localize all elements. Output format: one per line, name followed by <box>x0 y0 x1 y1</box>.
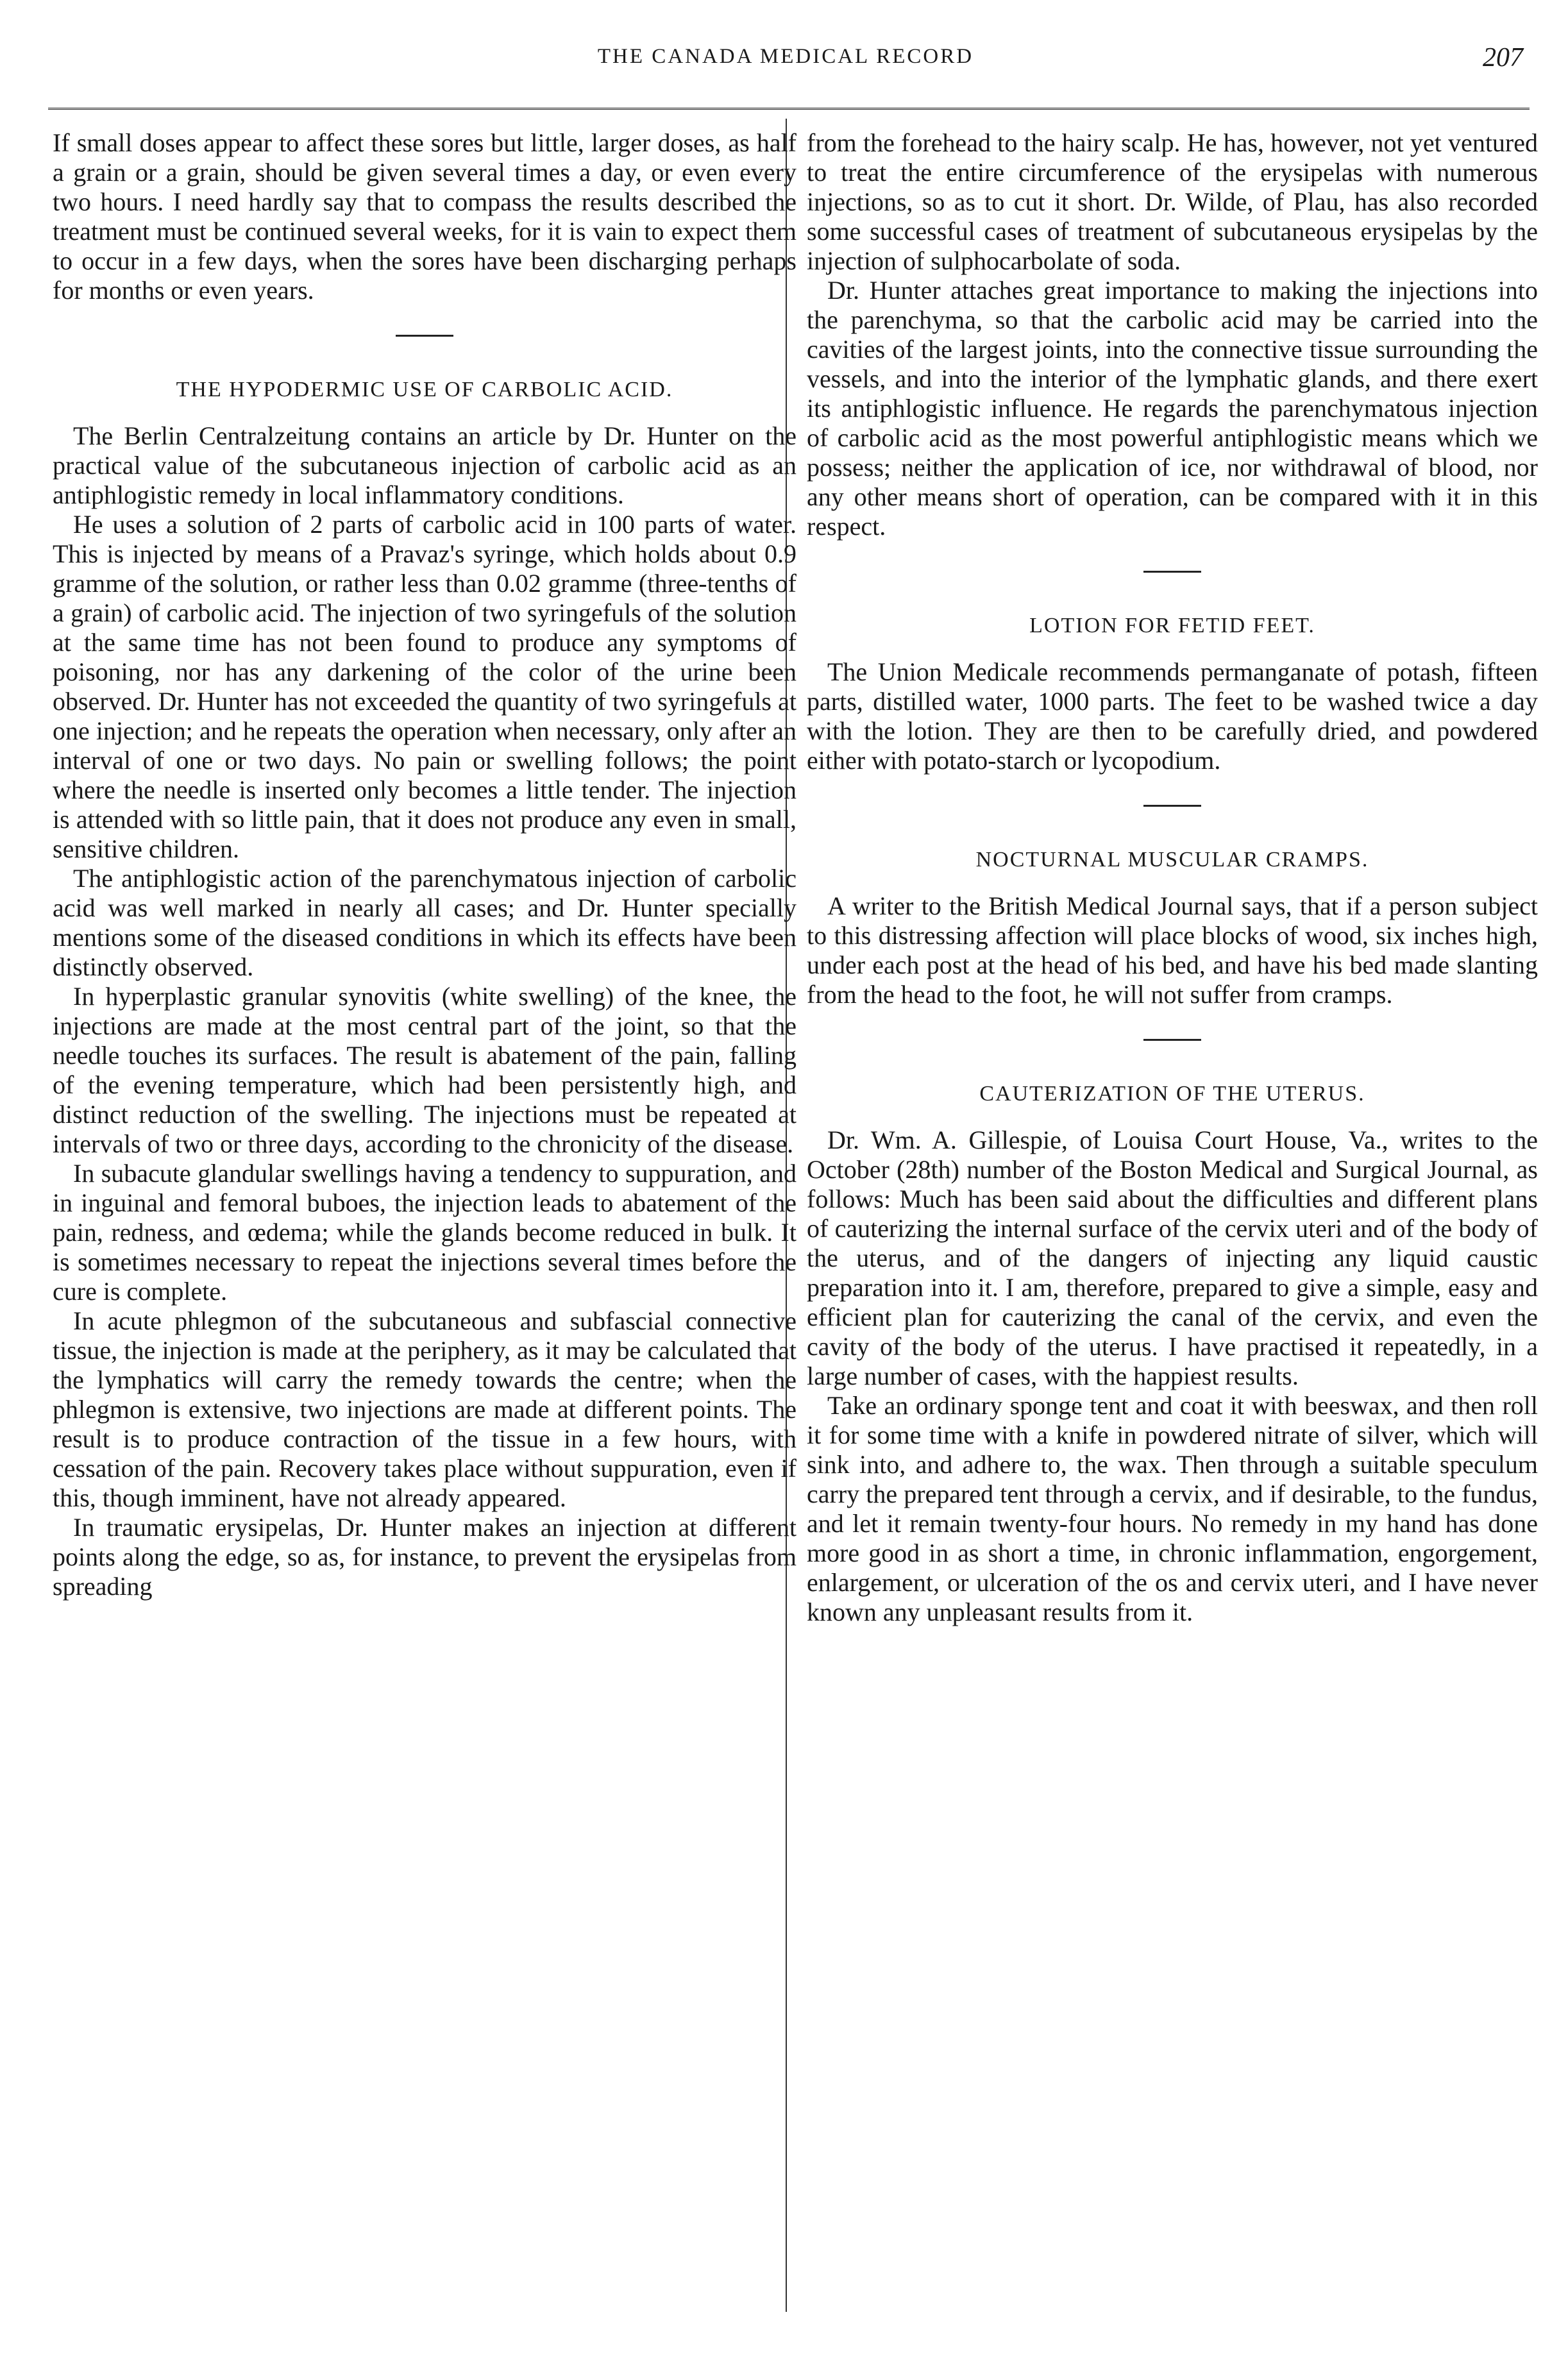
paragraph: Dr. Wm. A. Gillespie, of Louisa Court House, Va., writes to the October (28th) number of the Boston Medical and Surgical Journal, as follows: Much has been said about the difficulties and different plans of cauterizing the internal surface of the cervix uteri and of the body of the uterus, and of the dangers of injecting any liquid caustic preparation into it. I am, therefore, prepared to give a simple, easy and efficient plan for cauterizing the canal of the cervix, and even the cavity of the body of the uterus. I have practised it repeatedly, in a large number of cases, with the happiest results. <box>807 1125 1538 1390</box>
section-separator <box>1143 1039 1201 1041</box>
section-separator <box>396 335 453 337</box>
page-header <box>48 45 1523 90</box>
paragraph: The antiphlogistic action of the parenchymatous injection of carbolic acid was well marked in nearly all cases; and Dr. Hunter specially mentions some of the diseased conditions in which its effects have been distinctly observed. <box>53 864 797 981</box>
paragraph: He uses a solution of 2 parts of carbolic acid in 100 parts of water. This is injected by means of a Pravaz's syringe, which holds about 0.9 gramme of the solution, or rather less than 0.02 gramme (three-tenths of a grain) of carbolic acid. The injection of two syringefuls of the solution at the same time has not been found to produce any symptoms of poisoning, nor has any darkening of the color of the urine been observed. Dr. Hunter has not exceeded the quantity of two syringefuls at one injection; and he repeats the operation when necessary, only after an interval of one or two days. No pain or swelling follows; the point where the needle is inserted only becomes a little tender. The injection is attended with so little pain, that it does not produce any even in small, sensitive children. <box>53 510 797 863</box>
paragraph: The Union Medicale recommends permanganate of potash, fifteen parts, distilled water, 1000 parts. The feet to be washed twice a day with the lotion. They are then to be carefully dried, and powdered either with potato-starch or lycopodium. <box>807 657 1538 775</box>
header-rule <box>48 108 1530 112</box>
section-separator <box>1143 805 1201 807</box>
paragraph: In acute phlegmon of the subcutaneous and subfascial connective tissue, the injection is made at the periphery, as it may be calculated that the lymphatics will carry the remedy towards the centre; when the phlegmon is extensive, two injections are made at different points. The result is to produce contraction of the tissue in a few hours, with cessation of the pain. Recovery takes place without suppuration, even if this, though imminent, have not already appeared. <box>53 1306 797 1512</box>
paragraph: Dr. Hunter attaches great importance to making the injections into the parenchyma, so that the carbolic acid may be carried into the cavities of the largest joints, into the connective tissue surrounding the vessels, and into the interior of the lymphatic glands, and there exert its antiphlogistic influence. He regards the parenchymatous injection of carbolic acid as the most powerful antiphlogistic means which we possess; neither the application of ice, nor withdrawal of blood, nor any other means short of operation, can be compared with it in this respect. <box>807 276 1538 541</box>
section-separator <box>1143 571 1201 573</box>
section-heading: THE HYPODERMIC USE OF CARBOLIC ACID. <box>176 378 673 401</box>
paragraph: The Berlin Centralzeitung contains an article by Dr. Hunter on the practical value of the subcutaneous injection of carbolic acid as an antiphlogistic remedy in local inflammatory conditions. <box>53 421 797 509</box>
paragraph: Take an ordinary sponge tent and coat it with beeswax, and then roll it for some time with a knife in powdered nitrate of silver, which will sink into, and adhere to, the wax. Then through a suitable speculum carry the prepared tent through a cervix, and if desirable, to the fundus, and let it remain twenty-four hours. No remedy in my hand has done more good in as short a time, in chronic inflammation, engorgement, enlargement, or ulceration of the os and cervix uteri, and I have never known any unpleasant results from it. <box>807 1391 1538 1626</box>
paragraph: A writer to the British Medical Journal says, that if a person subject to this distressing affection will place blocks of wood, six inches high, under each post at the head of his bed, and have his bed made slanting from the head to the foot, he will not suffer from cramps. <box>807 891 1538 1009</box>
page-number: 207 <box>1483 43 1523 72</box>
section-heading: NOCTURNAL MUSCULAR CRAMPS. <box>975 848 1369 872</box>
running-title: THE CANADA MEDICAL RECORD <box>597 45 974 68</box>
left-column <box>53 128 797 1601</box>
paragraph: In traumatic erysipelas, Dr. Hunter makes an injection at different points along the edge, so as, for instance, to prevent the erysipelas from spreading <box>53 1513 797 1601</box>
paragraph: from the forehead to the hairy scalp. He has, however, not yet ventured to treat the entire circumference of the erysipelas with numerous injections, so as to cut it short. Dr. Wilde, of Plau, has also recorded some successful cases of treatment of subcutaneous erysipelas by the injection of sulphocarbolate of soda. <box>807 128 1538 275</box>
paragraph: If small doses appear to affect these sores but little, larger doses, as half a grain or a grain, should be given several times a day, or even every two hours. I need hardly say that to compass the results described the treatment must be continued several weeks, for it is vain to expect them to occur in a few days, when the sores have been discharging perhaps for months or even years. <box>53 128 797 305</box>
right-column <box>807 128 1538 1627</box>
paragraph: In hyperplastic granular synovitis (white swelling) of the knee, the injections are made at the most central part of the joint, so that the needle touches its surfaces. The result is abatement of the pain, falling of the evening temperature, which had been persistently high, and distinct reduction of the swelling. The injections must be repeated at intervals of two or three days, according to the chronicity of the disease. <box>53 982 797 1158</box>
section-heading: LOTION FOR FETID FEET. <box>1029 614 1315 637</box>
paragraph: In subacute glandular swellings having a tendency to suppuration, and in inguinal and femoral buboes, the injection leads to abatement of the pain, redness, and œdema; while the glands become reduced in bulk. It is sometimes necessary to repeat the injections several times before the cure is complete. <box>53 1159 797 1306</box>
section-heading: CAUTERIZATION OF THE UTERUS. <box>979 1082 1365 1106</box>
